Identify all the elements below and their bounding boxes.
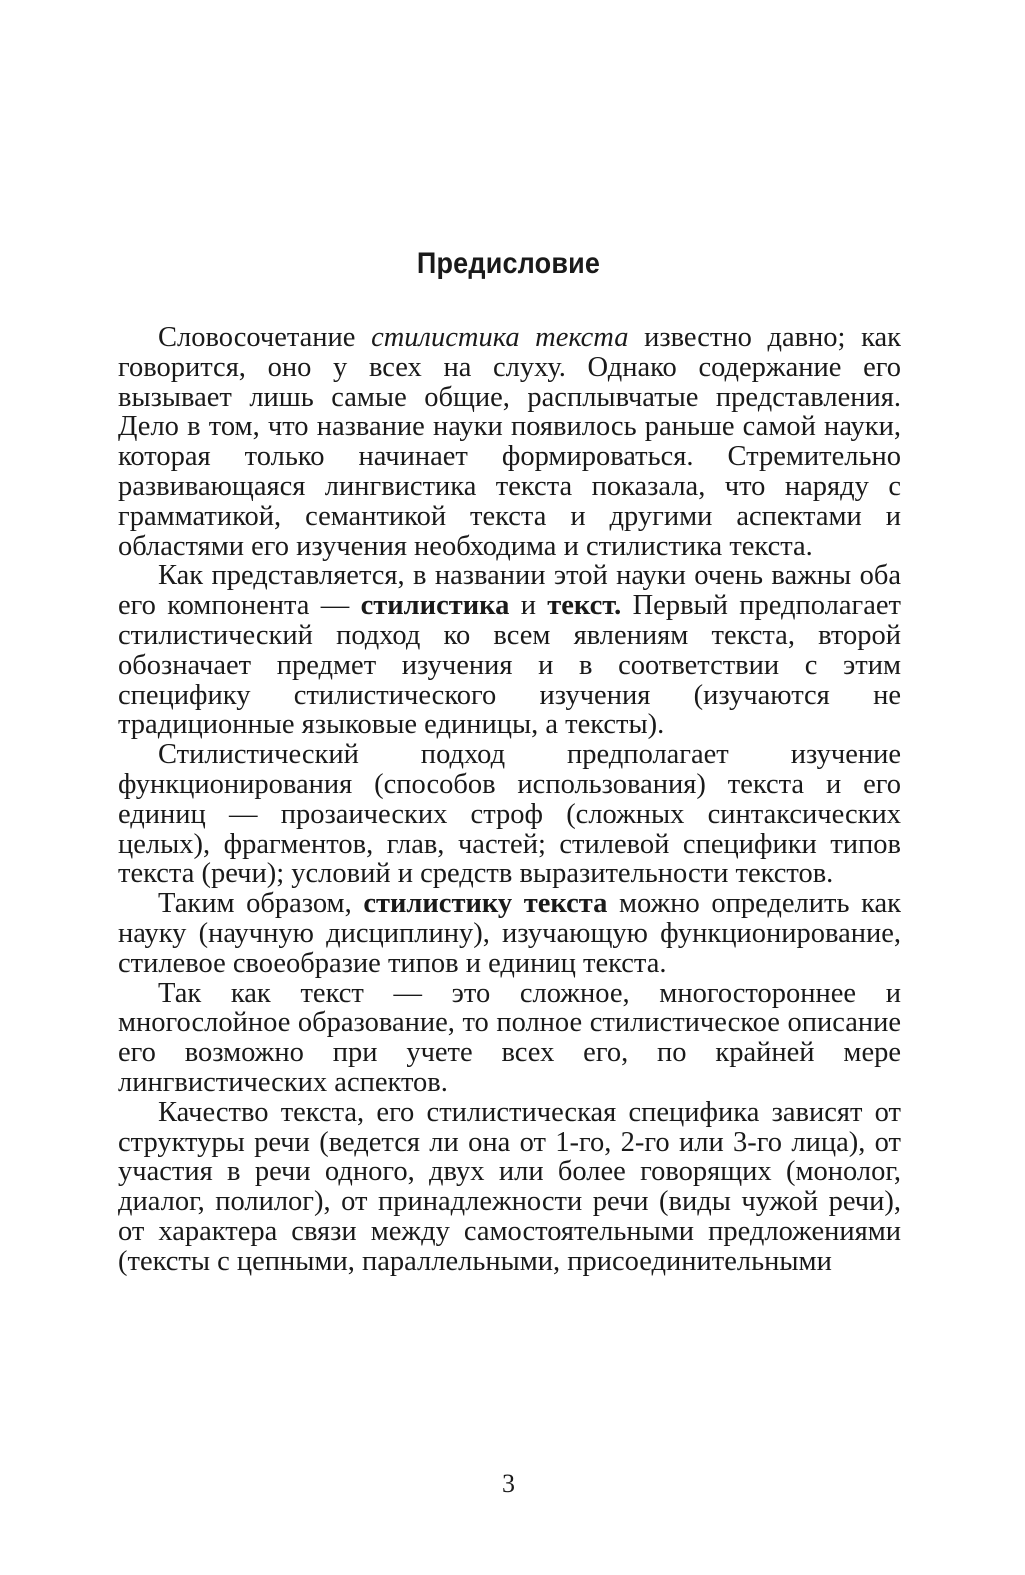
italic-term: стилистика текста (371, 322, 629, 353)
paragraph-2 (118, 561, 901, 740)
bold-term: текст. (547, 590, 622, 622)
paragraph-text: и (509, 590, 548, 622)
page-title: Предисловие (416, 247, 601, 280)
bold-term: стилистика (360, 590, 510, 622)
paragraph-1 (118, 323, 901, 561)
paragraph-text: Словосочетание (158, 322, 372, 353)
paragraph-5: Так как текст — это сложное, многостороннее и многослойное образование, то полное стилистическое описание его возможно при учете всех его, по крайней мере лингвистических аспектов. (118, 977, 901, 1098)
paragraph-text: Как представляется, в названии этой науки очень важны оба его компонента — (118, 560, 901, 622)
paragraph-6: Качество текста, его стилистическая специфика зависят от структуры речи (ведется ли она от 1-го, 2-го или 3-го лица), от участия в речи одного, двух или более говорящих (монолог, диалог, полилог), от принадлежности речи (виды чужой речи), от характера связи между самостоятельными предложениями (тексты с цепными, параллельными, присоединительными (118, 1096, 901, 1277)
paragraph-4 (118, 889, 901, 978)
bold-term: стилистику текста (363, 888, 608, 920)
paragraph-text: известно давно; как говорится, оно у всех на слуху. Однако содержание его вызывает лишь самые общие, расплывчатые представления. Дело в том, что название науки появилось раньше самой науки, которая только начинает формироваться. Стремительно развивающаяся лингвистика текста показала, что наряду с грамматикой, семантикой текста и другими аспектами и областями его изучения необходима и стилистика текста. (118, 322, 901, 562)
page-number: 3 (502, 1469, 515, 1498)
body-text (118, 323, 901, 1277)
paragraph-3: Стилистический подход предполагает изучение функционирования (способов использования) текста и его единиц — прозаических строф (сложных синтаксических целых), фрагментов, глав, частей; стилевой специфики типов текста (речи); условий и средств выразительности текстов. (118, 739, 901, 890)
paragraph-text: можно определить как науку (научную дисциплину), изучающую функционирование, стилевое своеобразие типов и единиц текста. (118, 888, 901, 979)
paragraph-text: Первый предполагает стилистический подход ко всем явлениям текста, второй обозначает предмет изучения и в соответствии с этим специфику стилистического изучения (изучаются не традиционные языковые единицы, а тексты). (118, 590, 901, 741)
paragraph-text: Таким образом, (158, 888, 364, 920)
